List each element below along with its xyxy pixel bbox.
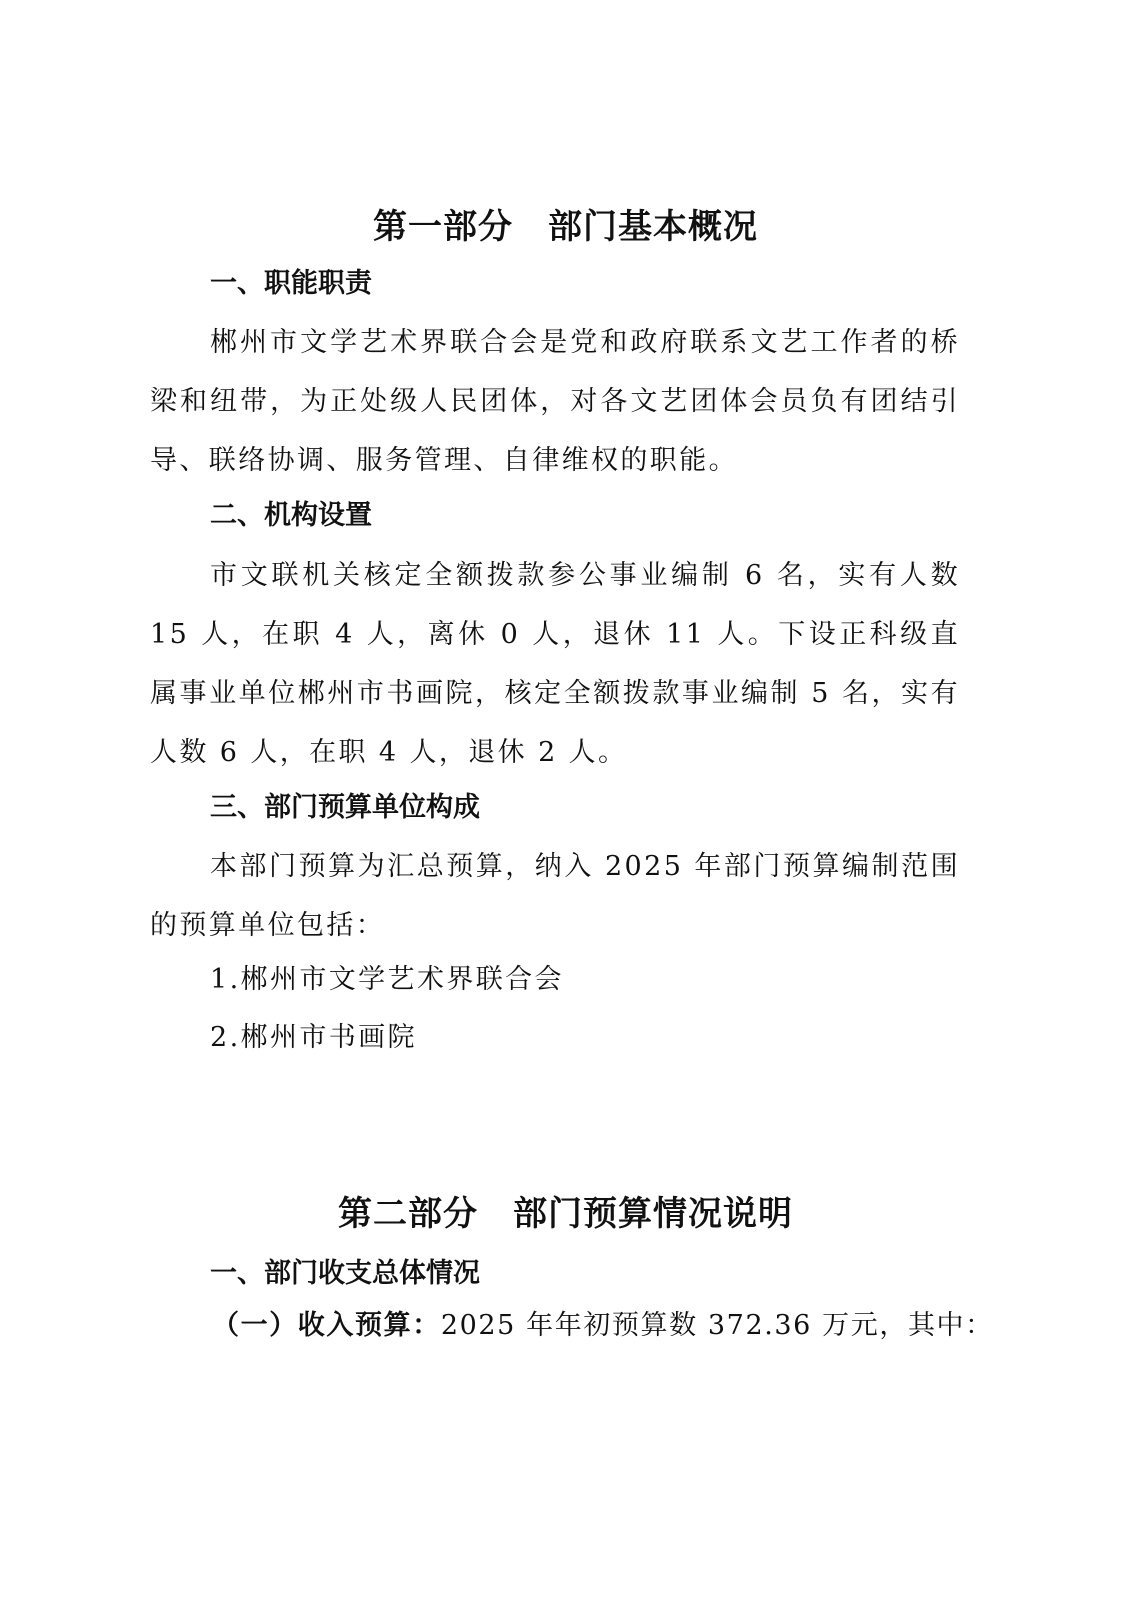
section2-title: 二、机构设置 xyxy=(210,500,372,531)
section3-paragraph: 本部门预算为汇总预算，纳入 2025 年部门预算编制范围的预算单位包括： xyxy=(150,851,960,941)
unit-list-item: 2.郴州市书画院 xyxy=(210,1022,417,1053)
part2-title: 第二部分 部门预算情况说明 xyxy=(338,1194,793,1234)
section3-title: 三、部门预算单位构成 xyxy=(210,792,480,823)
income-budget-label: （一）收入预算： xyxy=(212,1310,441,1341)
unit-list-item: 1.郴州市文学艺术界联合会 xyxy=(210,964,564,995)
income-budget-line xyxy=(212,1306,994,1346)
part1-title: 第一部分 部门基本概况 xyxy=(373,207,758,247)
part2-section1-title: 一、部门收支总体情况 xyxy=(210,1258,480,1289)
section2-paragraph: 市文联机关核定全额拨款参公事业编制 6 名，实有人数 15 人，在职 4 人，离休 0 人，退休 11 人。下设正科级直属事业单位郴州市书画院，核定全额拨款事业编制 5 名，实有人数 6 人，在职 4 人，退休 2 人。 xyxy=(150,560,960,768)
income-budget-text: 2025 年年初预算数 372.36 万元，其中： xyxy=(440,1310,994,1341)
section1-paragraph: 郴州市文学艺术界联合会是党和政府联系文艺工作者的桥梁和纽带，为正处级人民团体，对各文艺团体会员负有团结引导、联络协调、服务管理、自律维权的职能。 xyxy=(150,327,960,476)
section1-title: 一、职能职责 xyxy=(210,268,372,299)
